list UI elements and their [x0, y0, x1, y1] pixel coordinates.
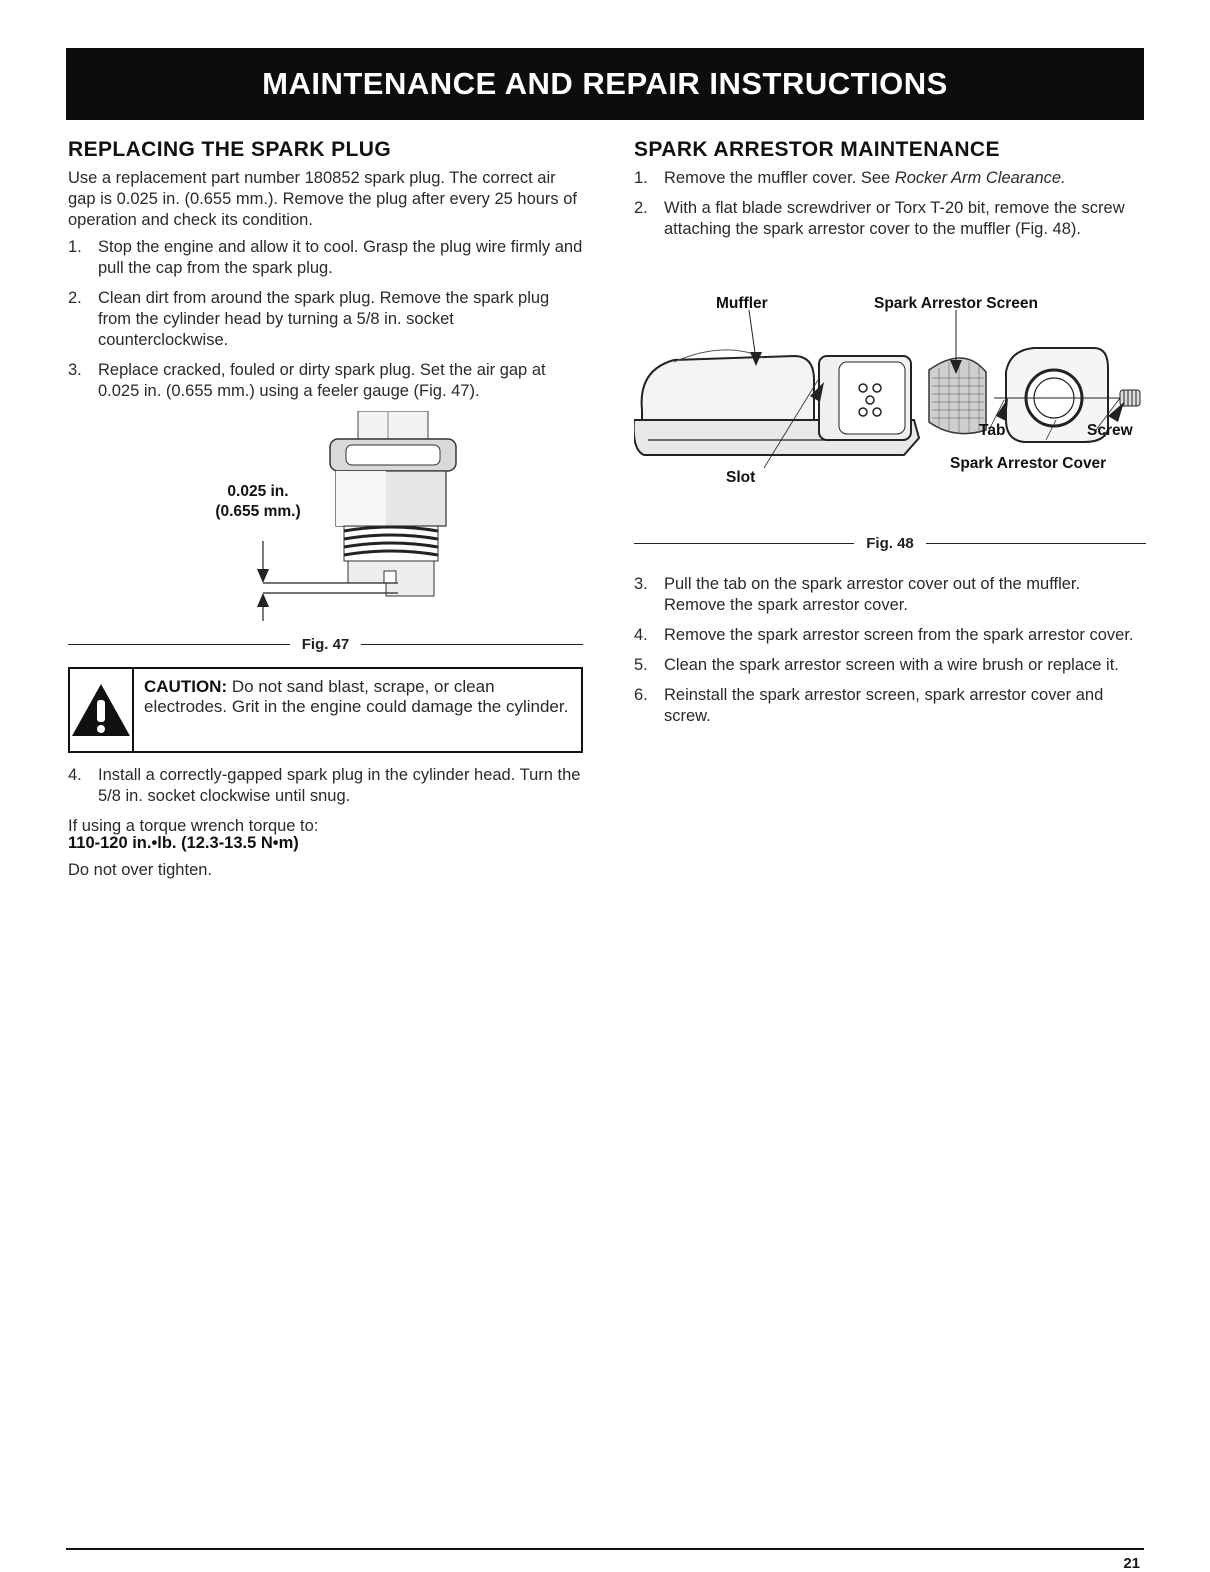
- step-number: 6.: [634, 686, 648, 704]
- list-item: [68, 360, 583, 402]
- arrestor-steps: [634, 168, 1146, 240]
- list-item: [68, 765, 583, 807]
- arrestor-steps-cont: [634, 574, 1146, 727]
- step-text: Install a correctly-gapped spark plug in the cylinder head. Turn the 5/8 in. socket clockwise until snug.: [98, 766, 581, 805]
- step-number: 4.: [68, 766, 82, 784]
- step-text: Pull the tab on the spark arrestor cover out of the muffler. Remove the spark arrestor cover.: [664, 575, 1081, 614]
- gap-label-mm: (0.655 mm.): [215, 503, 301, 520]
- spark-plug-illustration: [68, 411, 583, 636]
- list-item: [634, 168, 1146, 189]
- caution-body: Do not sand blast, scrape, or clean electrodes. Grit in the engine could damage the cylinder.: [144, 677, 569, 716]
- muffler-illustration: [634, 290, 1146, 545]
- intro-paragraph: Use a replacement part number 180852 spark plug. The correct air gap is 0.025 in. (0.655 mm.). Remove the plug after every 25 hours of operation and check its condition.: [68, 169, 578, 229]
- figure-47: [68, 411, 583, 636]
- caption-rule: [361, 644, 583, 645]
- step-number: 3.: [68, 361, 82, 379]
- step-number: 2.: [634, 199, 648, 217]
- section-heading-spark-plug: REPLACING THE SPARK PLUG: [68, 138, 392, 161]
- list-item: [634, 198, 1146, 240]
- list-item: [68, 237, 583, 279]
- label-screen: Spark Arrestor Screen: [874, 295, 1038, 312]
- page-banner: MAINTENANCE AND REPAIR INSTRUCTIONS: [66, 48, 1144, 120]
- caution-title: CAUTION:: [144, 677, 228, 696]
- list-item: [634, 655, 1146, 676]
- caption-rule: [68, 644, 290, 645]
- step-text: Remove the muffler cover. See: [664, 169, 895, 187]
- section-heading-spark-arrestor: SPARK ARRESTOR MAINTENANCE: [634, 138, 1000, 161]
- left-column: [68, 138, 583, 887]
- label-screw: Screw: [1087, 422, 1133, 439]
- spark-plug-steps: [68, 237, 583, 402]
- gap-label-in: 0.025 in.: [227, 483, 289, 500]
- step-text: Clean the spark arrestor screen with a wire brush or replace it.: [664, 656, 1119, 674]
- label-muffler: Muffler: [716, 295, 768, 312]
- step-text: Clean dirt from around the spark plug. Remove the spark plug from the cylinder head by turning a 5/8 in. socket counterclockwise.: [98, 289, 550, 349]
- label-tab: Tab: [979, 422, 1006, 439]
- page-number: 21: [1123, 1555, 1140, 1572]
- fig-47-caption: [68, 636, 583, 653]
- step-reference: Rocker Arm Clearance.: [894, 169, 1066, 187]
- list-item: [634, 685, 1146, 727]
- step-text: Reinstall the spark arrestor screen, spark arrestor cover and screw.: [664, 686, 1104, 725]
- step-text: Replace cracked, fouled or dirty spark plug. Set the air gap at 0.025 in. (0.655 mm.) using a feeler gauge (Fig. 47).: [98, 361, 546, 400]
- footer-rule: [66, 1548, 1144, 1550]
- step-number: 1.: [634, 169, 648, 187]
- figure-48: [634, 290, 1146, 545]
- caption-text: Fig. 48: [866, 535, 914, 552]
- step-number: 1.: [68, 238, 82, 256]
- right-column: [634, 138, 1146, 736]
- step-number: 5.: [634, 656, 648, 674]
- spark-plug-steps-cont: [68, 765, 583, 807]
- label-cover: Spark Arrestor Cover: [950, 455, 1107, 472]
- step-number: 2.: [68, 289, 82, 307]
- list-item: [634, 625, 1146, 646]
- final-note: Do not over tighten.: [68, 861, 213, 879]
- step-text: Stop the engine and allow it to cool. Grasp the plug wire firmly and pull the cap from the spark plug.: [98, 238, 583, 277]
- step-number: 3.: [634, 575, 648, 593]
- step-text: With a flat blade screwdriver or Torx T-20 bit, remove the screw attaching the spark arrestor cover to the muffler (Fig. 48).: [664, 199, 1125, 238]
- torque-value: 110-120 in.•lb. (12.3-13.5 N•m): [68, 834, 299, 852]
- label-slot: Slot: [726, 469, 756, 486]
- caption-text: Fig. 47: [301, 636, 350, 653]
- torque-intro: If using a torque wrench torque to:: [68, 817, 319, 835]
- warning-icon: [70, 669, 134, 751]
- list-item: [634, 574, 1146, 616]
- caution-text: [134, 669, 581, 751]
- list-item: [68, 288, 583, 351]
- step-number: 4.: [634, 626, 648, 644]
- step-text: Remove the spark arrestor screen from the spark arrestor cover.: [664, 626, 1134, 644]
- caution-box: [68, 667, 583, 753]
